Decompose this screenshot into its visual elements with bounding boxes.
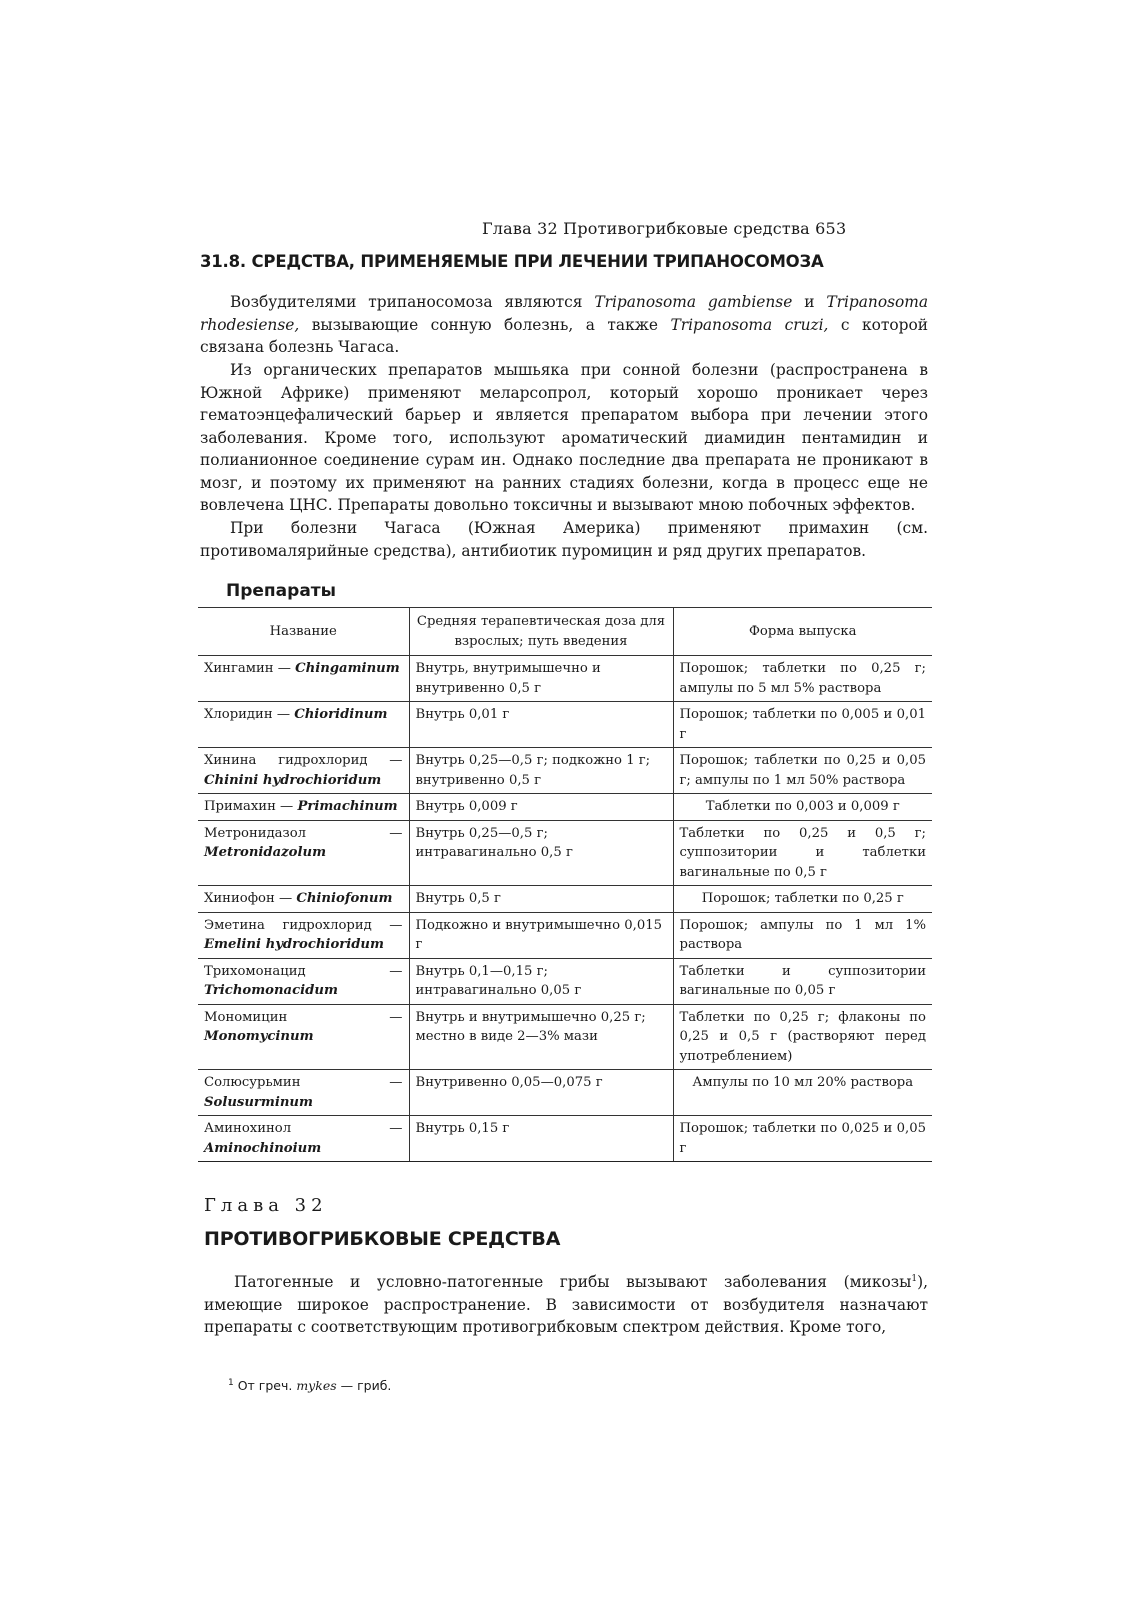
- table-row: [198, 886, 932, 913]
- cell-dose: Внутрь 0,01 г: [409, 702, 673, 748]
- cell-form: Порошок; таблетки по 0,025 и 0,05 г: [673, 1116, 932, 1162]
- cell-form: Порошок; ампулы по 1 мл 1% раствора: [673, 912, 932, 958]
- cell-form: Таблетки по 0,25 г; флаконы по 0,25 и 0,5 г (растворяют перед употреблением): [673, 1004, 932, 1070]
- cell-name: Хинина гидрохлорид — Chinini hydrochioridum: [198, 748, 409, 794]
- paragraph-1: Возбудителями трипаносомоза являются Tripanosoma gambiense и Tripanosoma rhodesiense, вызывающие сонную болезнь, а также Tripanosoma cruzi, с которой связана болезнь Чагаса.: [200, 293, 929, 356]
- cell-form: Порошок; таблетки по 0,005 и 0,01 г: [673, 702, 932, 748]
- cell-dose: Внутрь и внутримышечно 0,25 г; местно в виде 2—3% мази: [409, 1004, 673, 1070]
- cell-name: Мономицин — Monomycinum: [198, 1004, 409, 1070]
- section-title: 31.8. СРЕДСТВА, ПРИМЕНЯЕМЫЕ ПРИ ЛЕЧЕНИИ ТРИПАНОСОМОЗА: [200, 252, 824, 271]
- header-name: Название: [198, 608, 409, 656]
- cell-name: Хлоридин — Chioridinum: [198, 702, 409, 748]
- footnote: $^1$ От греч. mykes — гриб.: [228, 1377, 392, 1393]
- cell-name: Трихомонацид — Trichomonacidum: [198, 958, 409, 1004]
- table-row: [198, 912, 932, 958]
- cell-form: Порошок; таблетки по 0,25 г; ампулы по 5 мл 5% раствора: [673, 656, 932, 702]
- table-row: [198, 702, 932, 748]
- cell-name: Метронидазол — Metronidazolum: [198, 820, 409, 886]
- table-header-row: [198, 608, 932, 656]
- table-row: [198, 1004, 932, 1070]
- paragraph-2: Из органических препаратов мышьяка при сонной болезни (распространена в Южной Африке) применяют меларсопрол, который хорошо проникает через гематоэнцефалический барьер и является препаратом выбора при лечении этого заболевания. Кроме того, используют ароматический диамидин пентамидин и полианионное соединение сурам ин. Однако последние два препарата не проникают в мозг, и поэтому их применяют на ранних стадиях болезни, когда в процесс еще не вовлечена ЦНС. Препараты довольно токсичны и вызывают мною побочных эффектов.: [200, 361, 928, 514]
- cell-dose: Подкожно и внутримышечно 0,015 г: [409, 912, 673, 958]
- cell-dose: Внутривенно 0,05—0,075 г: [409, 1070, 673, 1116]
- cell-form: Порошок; таблетки по 0,25 г: [673, 886, 932, 913]
- chapter-title: ПРОТИВОГРИБКОВЫЕ СРЕДСТВА: [204, 1228, 561, 1250]
- cell-form: Таблетки и суппозитории вагинальные по 0,05 г: [673, 958, 932, 1004]
- cell-name: Хингамин — Chingaminum: [198, 656, 409, 702]
- running-head: Глава 32 Противогрибковые средства 653: [482, 219, 847, 238]
- table-body: [198, 656, 932, 1162]
- cell-dose: Внутрь 0,15 г: [409, 1116, 673, 1162]
- table-row: [198, 1070, 932, 1116]
- header-dose: Средняя терапевтическая доза для взрослых; путь введения: [409, 608, 673, 656]
- cell-form: Ампулы по 10 мл 20% раствора: [673, 1070, 932, 1116]
- cell-form: Таблетки по 0,003 и 0,009 г: [673, 794, 932, 821]
- cell-name: Примахин — Primachinum: [198, 794, 409, 821]
- cell-form: Таблетки по 0,25 и 0,5 г; суппозитории и таблетки вагинальные по 0,5 г: [673, 820, 932, 886]
- preparations-table: [198, 607, 932, 1162]
- cell-dose: Внутрь, внутримышечно и внутривенно 0,5 г: [409, 656, 673, 702]
- paragraph-4: Патогенные и условно-патогенные грибы вызывают заболевания (микозы$^1$), имеющие широкое распространение. В зависимости от возбудителя назначают препараты с соответствующим противогрибковым спектром действия. Кроме того,: [204, 1273, 928, 1336]
- cell-dose: Внутрь 0,5 г: [409, 886, 673, 913]
- table-row: [198, 958, 932, 1004]
- cell-dose: Внутрь 0,009 г: [409, 794, 673, 821]
- preparations-heading: Препараты: [226, 581, 337, 601]
- chapter-label: Глава 32: [204, 1195, 328, 1216]
- table-row: [198, 794, 932, 821]
- table-row: [198, 748, 932, 794]
- paragraph-3: При болезни Чагаса (Южная Америка) применяют примахин (см. противомалярийные средства), антибиотик пуромицин и ряд других препаратов.: [200, 519, 928, 560]
- footnote-number: 1: [228, 1377, 234, 1388]
- table-row: [198, 820, 932, 886]
- cell-name: Хиниофон — Chiniofonum: [198, 886, 409, 913]
- cell-name: Эметина гидрохлорид — Emelini hydrochioridum: [198, 912, 409, 958]
- footnote-ref: 1: [911, 1273, 918, 1284]
- cell-form: Порошок; таблетки по 0,25 и 0,05 г; ампулы по 1 мл 50% раствора: [673, 748, 932, 794]
- cell-dose: Внутрь 0,1—0,15 г; интравагинально 0,05 г: [409, 958, 673, 1004]
- table-row: [198, 1116, 932, 1162]
- cell-name: Солюсурьмин — Solusurminum: [198, 1070, 409, 1116]
- header-form: Форма выпуска: [673, 608, 932, 656]
- cell-dose: Внутрь 0,25—0,5 г; интравагинально 0,5 г: [409, 820, 673, 886]
- table-row: [198, 656, 932, 702]
- cell-dose: Внутрь 0,25—0,5 г; подкожно 1 г; внутривенно 0,5 г: [409, 748, 673, 794]
- cell-name: Аминохинол — Aminochinoium: [198, 1116, 409, 1162]
